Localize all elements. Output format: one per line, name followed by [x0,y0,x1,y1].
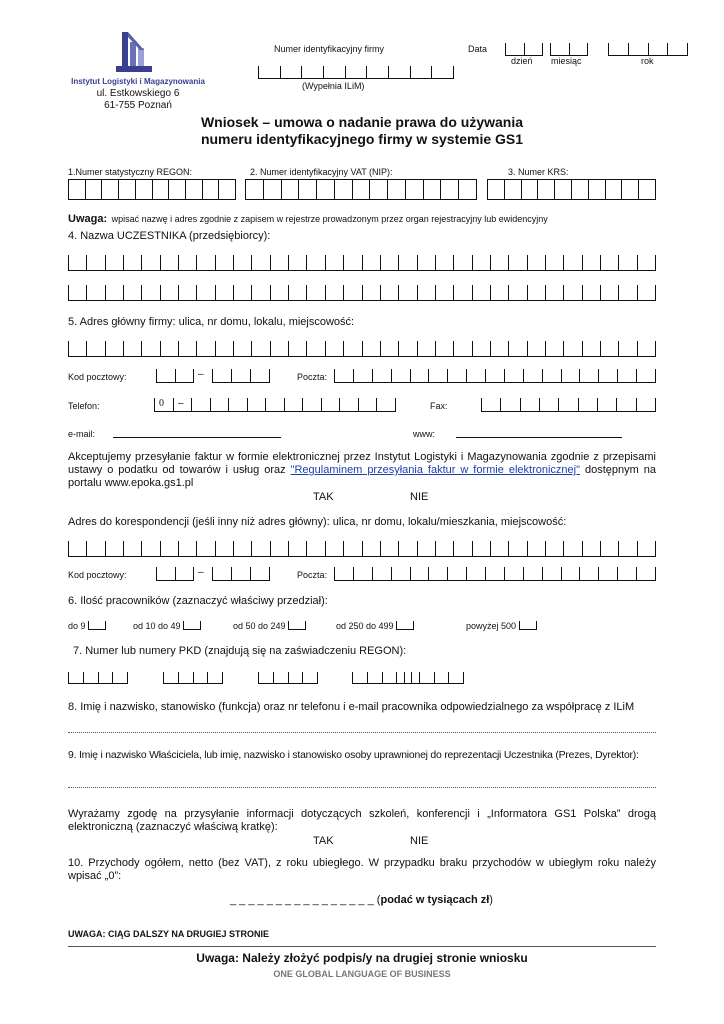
corr-postcode-input-b[interactable] [212,567,270,581]
revenue-text: 10. Przychody ogółem, netto (bez VAT), z roku ubiegłego. W przypadku braku przychodów w ubiegłym roku należy wpisać „0”: [68,857,656,882]
address-label: 5. Adres główny firmy: ulica, nr domu, lokalu, miejscowość: [68,316,355,328]
correspondence-input[interactable] [68,541,656,557]
date-day-boxes[interactable] [505,43,543,56]
employees-option-3[interactable]: od 50 do 249 [233,621,306,631]
contact-person-input[interactable] [68,732,656,733]
month-label: miesiąc [551,56,582,66]
registry-note [68,209,548,227]
name-input-row2[interactable] [68,285,656,301]
phone-input[interactable] [154,398,396,412]
pkd-input-5[interactable] [404,672,464,684]
invoice-text-2: dostępnym na portalu www.epoka.gs1.pl [68,464,656,489]
ilim-logo [104,28,164,76]
footer-slogan: ONE GLOBAL LANGUAGE OF BUSINESS [273,969,451,979]
contact-person-label: 8. Imię i nazwisko, stanowisko (funkcja) oraz nr telefonu i e-mail pracownika odpowiedzialnego za współpracę z ILiM [68,701,635,713]
continued-note: UWAGA: CIĄG DALSZY NA DRUGIEJ STRONIE [68,929,270,939]
corr-postcode-label: Kod pocztowy: [68,570,127,580]
pkd-input-4[interactable] [352,672,412,684]
postcode-input-a[interactable] [156,369,194,383]
email-input[interactable] [113,437,281,438]
post-label: Poczta: [297,372,328,382]
org-address-line2: 61-755 Poznań [104,100,172,111]
krs-input[interactable] [487,179,656,200]
invoice-text-1: Akceptujemy przesyłanie faktur w formie elektronicznej przez Instytut Logistyki i Magazynowania zgodnie z przepisami ustawy o podatku od towarów i usług oraz [68,451,656,476]
fax-input[interactable] [481,398,656,412]
firm-id-boxes[interactable] [258,66,454,79]
employees-option-1[interactable]: do 9 [68,621,106,631]
date-label: Data [468,44,488,54]
owner-label: 9. Imię i nazwisko Właściciela, lub imię, nazwisko i stanowisko osoby uprawnionej do reprezentacji Uczestnika (Prezes, Dyrektor): [68,750,639,761]
filled-by-label: (Wypełnia ILiM) [302,81,365,91]
pkd-label: 7. Numer lub numery PKD (znajdują się na zaświadczeniu REGON): [73,645,407,657]
www-label: www: [413,429,435,439]
corr-post-label: Poczta: [297,570,328,580]
phone-dash: – [178,398,184,409]
invoice-regulation-link[interactable]: "Regulaminem przesyłania faktur w formie elektronicznej" [290,464,580,476]
employees-option-5[interactable]: powyżej 500 [466,621,537,631]
employees-label: 6. Ilość pracowników (zaznaczyć właściwy przedział): [68,595,328,607]
krs-label: 3. Numer KRS: [508,167,569,177]
name-input-row1[interactable] [68,255,656,271]
corr-postcode-dash: – [198,567,204,578]
regon-input[interactable] [68,179,236,200]
employees-option-4[interactable]: od 250 do 499 [336,621,414,631]
correspondence-label: Adres do korespondencji (jeśli inny niż adres główny): ulica, nr domu, lokalu/mieszkania, miejscowość: [68,516,567,528]
pkd-input-3[interactable] [258,672,318,684]
page-title-line2: numeru identyfikacyjnego firmy w systemie GS1 [200,131,524,147]
note-text: wpisać nazwę i adres zgodnie z zapisem w rejestrze prowadzonym przez organ rejestracyjny lub ewidencyjny [111,214,548,224]
nip-input[interactable] [245,179,477,200]
revenue-unit: podać w tysiącach zł [380,894,490,906]
org-name: Instytut Logistyki i Magazynowania [71,77,205,86]
signature-note: Uwaga: Należy złożyć podpis/y na drugiej stronie wniosku [196,951,528,965]
page-title-line1: Wniosek – umowa o nadanie prawa do używania [200,114,524,130]
footer-divider [68,946,656,947]
org-address-line1: ul. Estkowskiego 6 [96,88,180,99]
consent-yes-option[interactable]: TAK [313,835,334,847]
phone-label: Telefon: [68,401,100,411]
corr-post-input[interactable] [334,567,656,581]
year-label: rok [641,56,654,66]
invoice-consent-text [68,451,656,490]
consent-text: Wyrażamy zgodę na przysyłanie informacji dotyczących szkoleń, konferencji i „Informatora GS1 Polska” drogą elektroniczną (zaznaczyć właściwą kratkę): [68,808,656,833]
consent-no-option[interactable]: NIE [410,835,429,847]
day-label: dzień [511,56,533,66]
www-input[interactable] [456,437,622,438]
name-label: 4. Nazwa UCZESTNIKA (przedsiębiorcy): [68,230,271,242]
invoice-no-option[interactable]: NIE [410,491,429,503]
corr-postcode-input-a[interactable] [156,567,194,581]
revenue-input[interactable] [230,894,493,906]
regon-label: 1.Numer statystyczny REGON: [68,167,193,177]
postcode-label: Kod pocztowy: [68,372,127,382]
pkd-input-1[interactable] [68,672,128,684]
revenue-blank: _ _ _ _ _ _ _ _ _ _ _ _ _ _ _ _ [230,894,374,906]
phone-prefix: 0 [159,398,164,409]
revenue-unit-open: ( [376,894,381,906]
address-input[interactable] [68,341,656,357]
postcode-input-b[interactable] [212,369,270,383]
fax-label: Fax: [430,401,448,411]
firm-id-label: Numer identyfikacyjny firmy [274,44,385,54]
date-month-boxes[interactable] [550,43,588,56]
employees-option-2[interactable]: od 10 do 49 [133,621,201,631]
pkd-input-2[interactable] [163,672,223,684]
postcode-dash: – [198,369,204,380]
note-bold: Uwaga: [68,213,108,225]
invoice-yes-option[interactable]: TAK [313,491,334,503]
owner-input[interactable] [68,787,656,788]
email-label: e-mail: [68,429,96,439]
revenue-unit-close: ) [489,894,493,906]
nip-label: 2. Numer identyfikacyjny VAT (NIP): [250,167,393,177]
date-year-boxes[interactable] [608,43,688,56]
post-input[interactable] [334,369,656,383]
